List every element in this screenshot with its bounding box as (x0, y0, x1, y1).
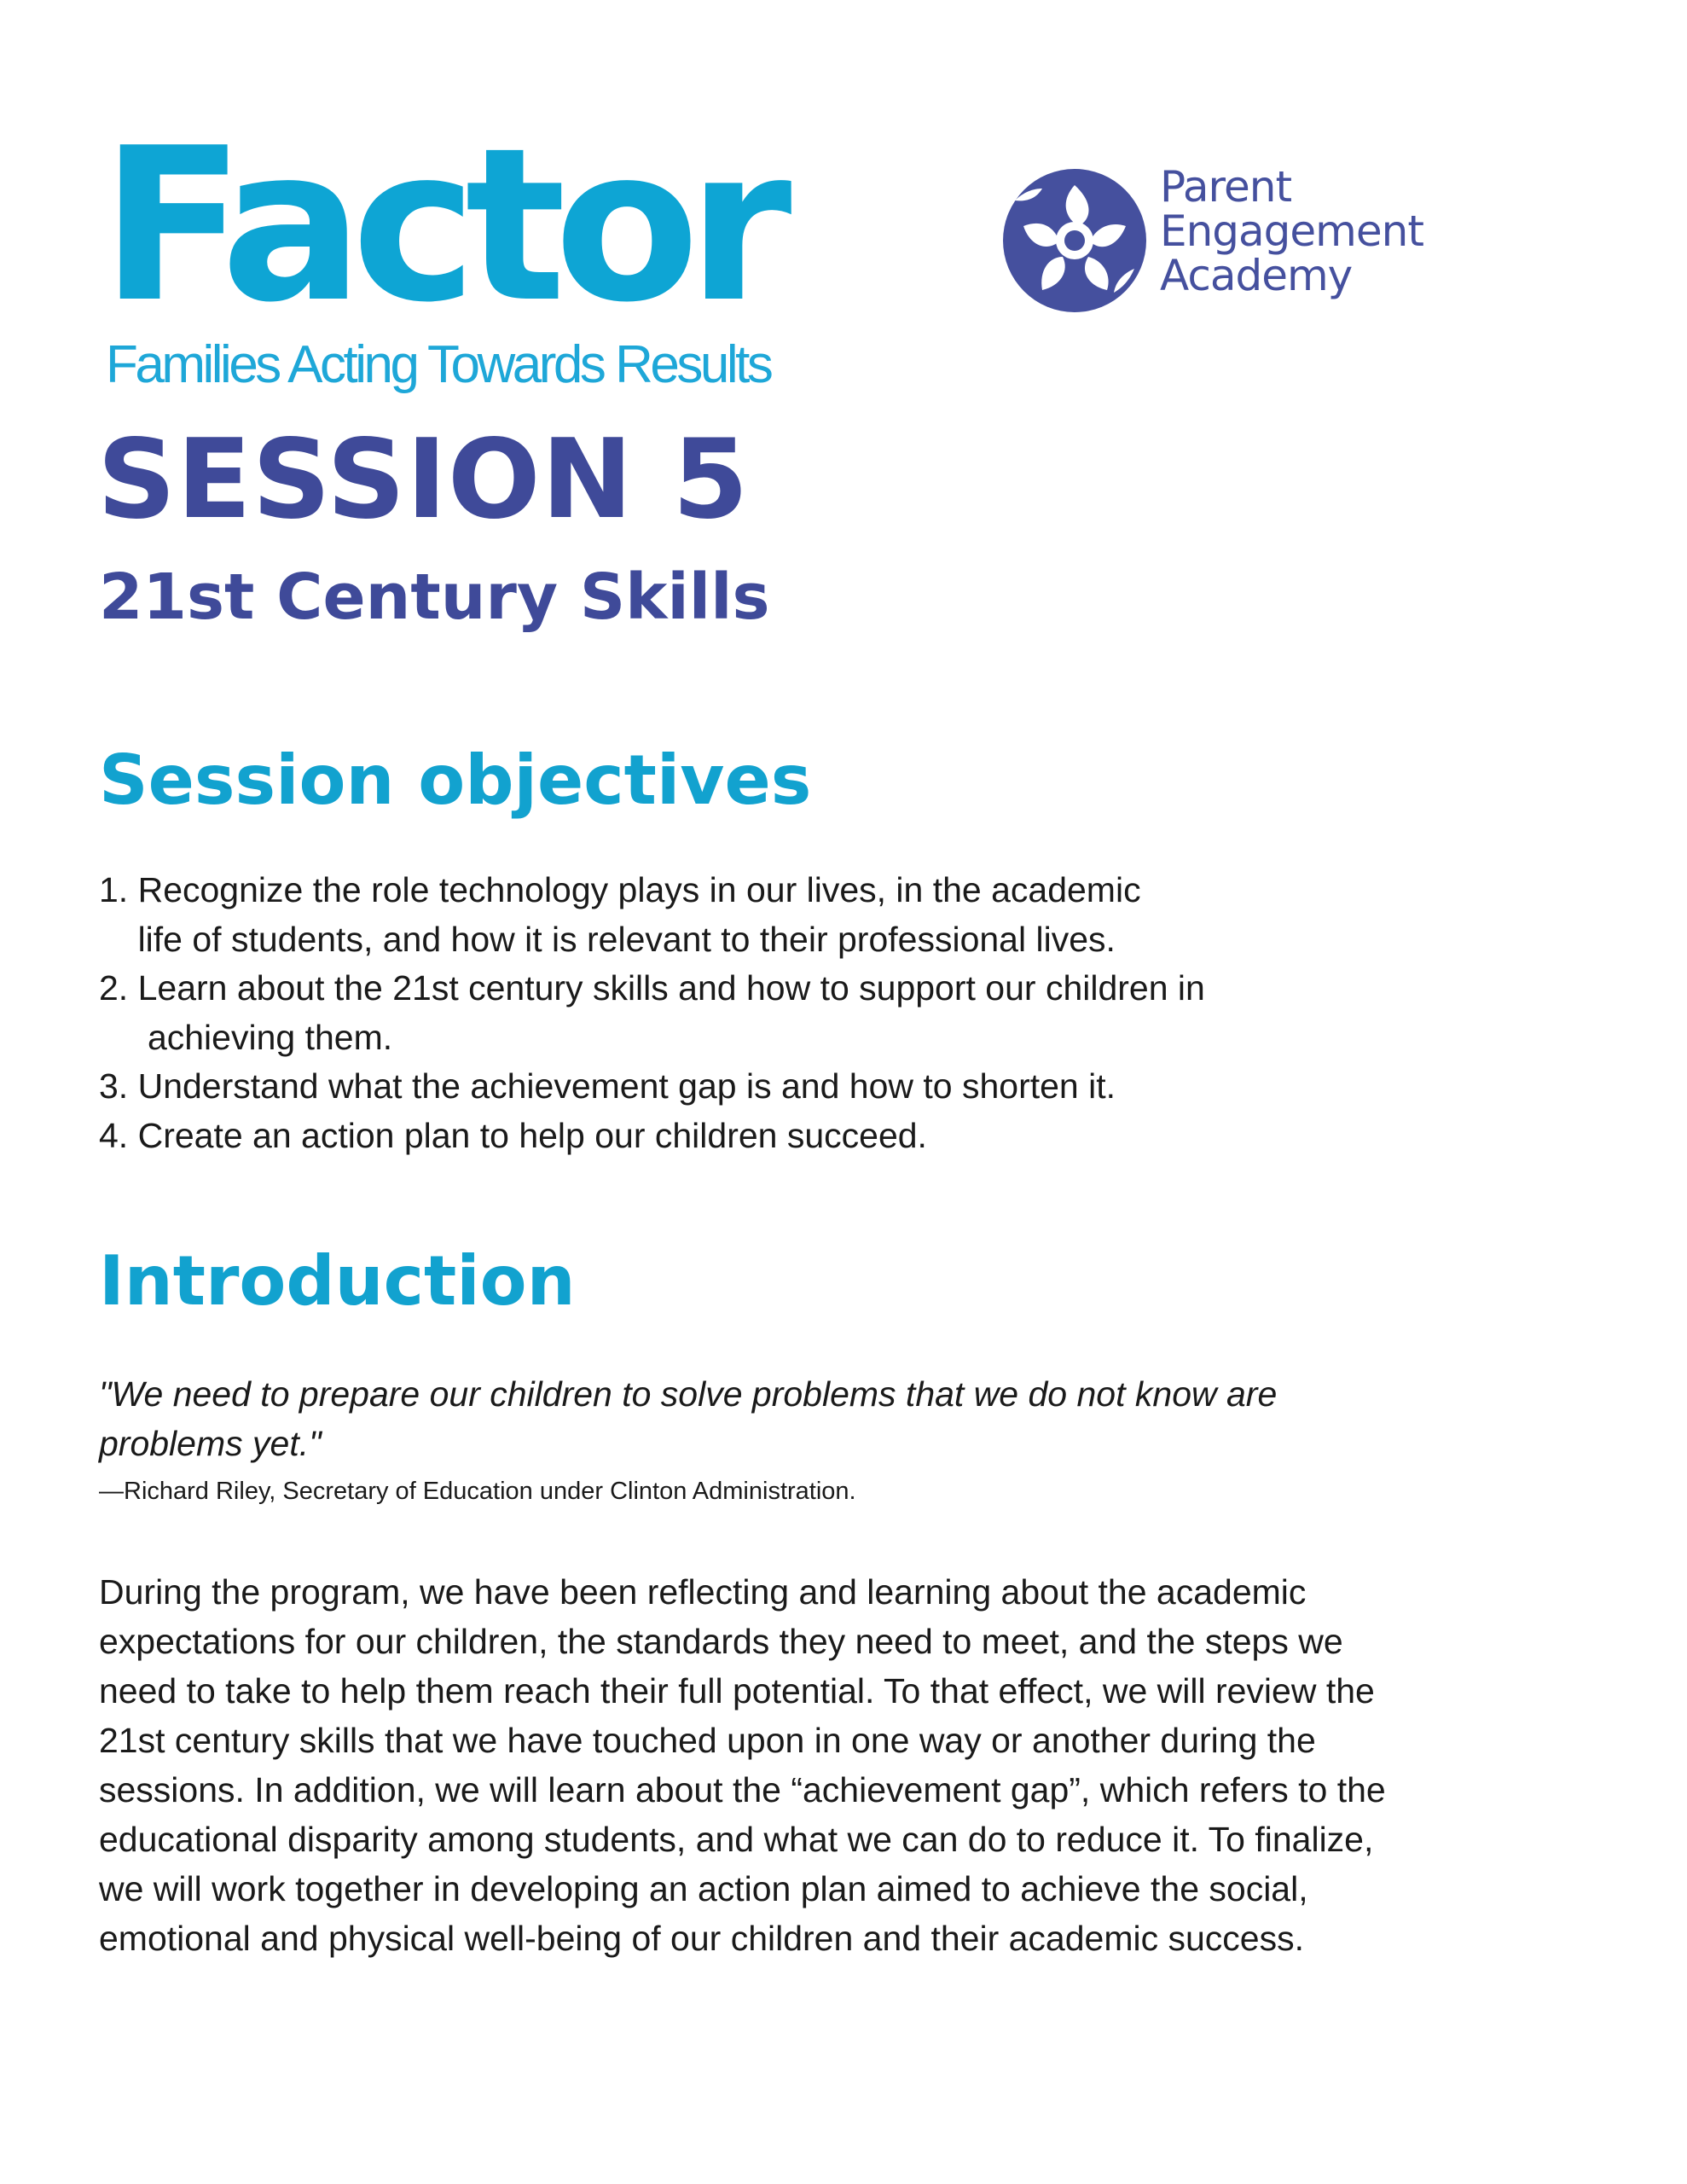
flower-emblem-icon (998, 166, 1151, 316)
session-title: SESSION 5 (97, 416, 750, 543)
objectives-heading: Session objectives (99, 741, 812, 820)
paragraph-line: 21st century skills that we have touched upon in one way or another during the (99, 1721, 1316, 1760)
intro-quote (99, 1369, 1498, 1468)
objective-line: 3. Understand what the achievement gap is and how to shorten it. (99, 1066, 1116, 1106)
paragraph-line: need to take to help them reach their full potential. To that effect, we will review the (99, 1671, 1375, 1711)
intro-paragraph (99, 1567, 1600, 1963)
pea-line-parent: Parent (1160, 162, 1292, 212)
paragraph-line: sessions. In addition, we will learn about the “achievement gap”, which refers to the (99, 1770, 1386, 1809)
paragraph-line: emotional and physical well-being of our children and their academic success. (99, 1919, 1304, 1958)
paragraph-line: we will work together in developing an action plan aimed to achieve the social, (99, 1869, 1308, 1908)
introduction-heading: Introduction (99, 1241, 576, 1321)
quote-line: problems yet." (99, 1424, 322, 1463)
objectives-list (99, 866, 1205, 1160)
parent-engagement-academy-logo (998, 162, 1458, 316)
factor-logo (101, 103, 780, 410)
quote-attribution: —Richard Riley, Secretary of Education under Clinton Administration. (99, 1478, 856, 1505)
objective-line: life of students, and how it is relevant to their professional lives. (99, 919, 1116, 959)
session-subtitle: 21st Century Skills (99, 561, 770, 634)
objective-line: 4. Create an action plan to help our children succeed. (99, 1115, 927, 1155)
paragraph-line: expectations for our children, the standards they need to meet, and the steps we (99, 1622, 1343, 1661)
pea-line-engagement: Engagement (1160, 206, 1423, 256)
quote-line: "We need to prepare our children to solve problems that we do not know are (99, 1374, 1278, 1414)
objective-line: 2. Learn about the 21st century skills and how to support our children in (99, 968, 1205, 1008)
pea-line-academy: Academy (1160, 251, 1353, 300)
pea-wordmark (1160, 162, 1423, 300)
objective-line: achieving them. (99, 1017, 393, 1057)
paragraph-line: During the program, we have been reflecting and learning about the academic (99, 1572, 1307, 1612)
paragraph-line: educational disparity among students, and what we can do to reduce it. To finalize, (99, 1820, 1374, 1859)
objective-line: 1. Recognize the role technology plays in our lives, in the academic (99, 870, 1141, 909)
factor-wordmark: Factor (101, 103, 780, 349)
factor-tagline: Families Acting Towards Results (106, 335, 771, 394)
